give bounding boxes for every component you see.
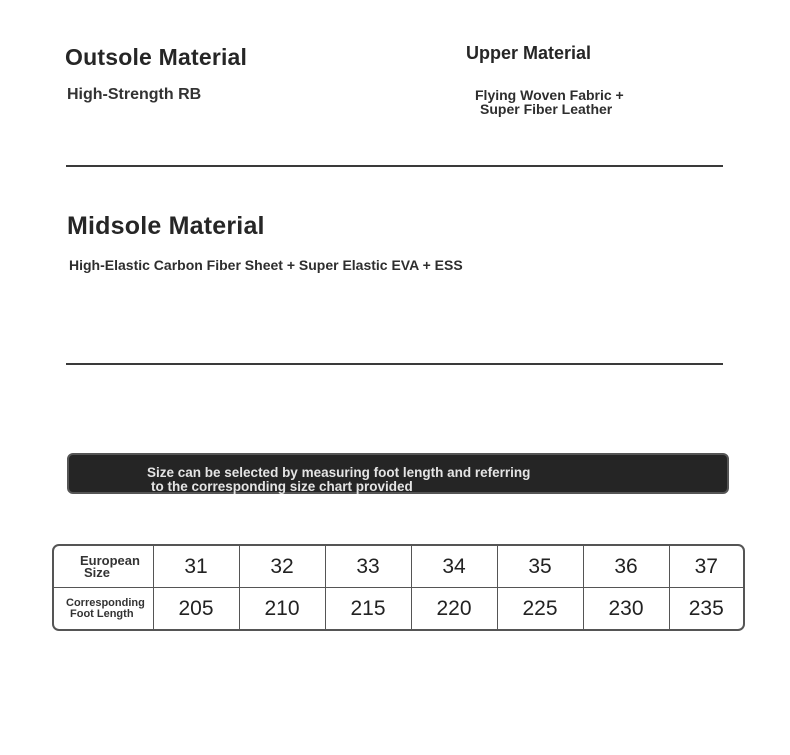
midsole-heading: Midsole Material xyxy=(67,212,265,240)
size-guide-text xyxy=(147,466,530,494)
outsole-heading: Outsole Material xyxy=(65,44,248,70)
european-size-cell: 37 xyxy=(669,546,743,588)
foot-length-row xyxy=(54,588,743,630)
foot-length-cell: 215 xyxy=(325,588,411,630)
european-size-label-line2: Size xyxy=(84,564,111,580)
size-guide-line2: to the corresponding size chart provided xyxy=(151,479,413,494)
size-guide-line1: Size can be selected by measuring foot length and referring xyxy=(147,465,531,480)
foot-length-label xyxy=(54,588,153,630)
foot-length-cell: 230 xyxy=(583,588,669,630)
european-size-cell: 34 xyxy=(411,546,497,588)
divider-top xyxy=(66,165,723,167)
foot-length-cell: 205 xyxy=(153,588,239,630)
upper-value-line1: Flying Woven Fabric + xyxy=(475,87,624,103)
foot-length-cell: 225 xyxy=(497,588,583,630)
european-size-label xyxy=(54,546,153,588)
foot-length-label-line1: Corresponding xyxy=(66,596,145,609)
upper-heading: Upper Material xyxy=(466,43,592,63)
upper-value-line2: Super Fiber Leather xyxy=(480,101,613,117)
european-size-row xyxy=(54,546,743,588)
outsole-value: High-Strength RB xyxy=(67,86,202,103)
european-size-cell: 36 xyxy=(583,546,669,588)
european-size-cell: 32 xyxy=(239,546,325,588)
size-guide-banner xyxy=(67,453,729,494)
upper-value xyxy=(475,88,624,116)
foot-length-cell: 235 xyxy=(669,588,743,630)
european-size-cell: 35 xyxy=(497,546,583,588)
midsole-value: High-Elastic Carbon Fiber Sheet + Super Elastic EVA + ESS xyxy=(69,257,463,273)
european-size-cell: 31 xyxy=(153,546,239,588)
foot-length-label-line2: Foot Length xyxy=(70,607,134,620)
size-chart-table xyxy=(52,544,745,631)
european-size-cell: 33 xyxy=(325,546,411,588)
european-size-label-line1: European xyxy=(80,552,140,568)
divider-bottom xyxy=(66,363,723,365)
foot-length-cell: 220 xyxy=(411,588,497,630)
foot-length-cell: 210 xyxy=(239,588,325,630)
